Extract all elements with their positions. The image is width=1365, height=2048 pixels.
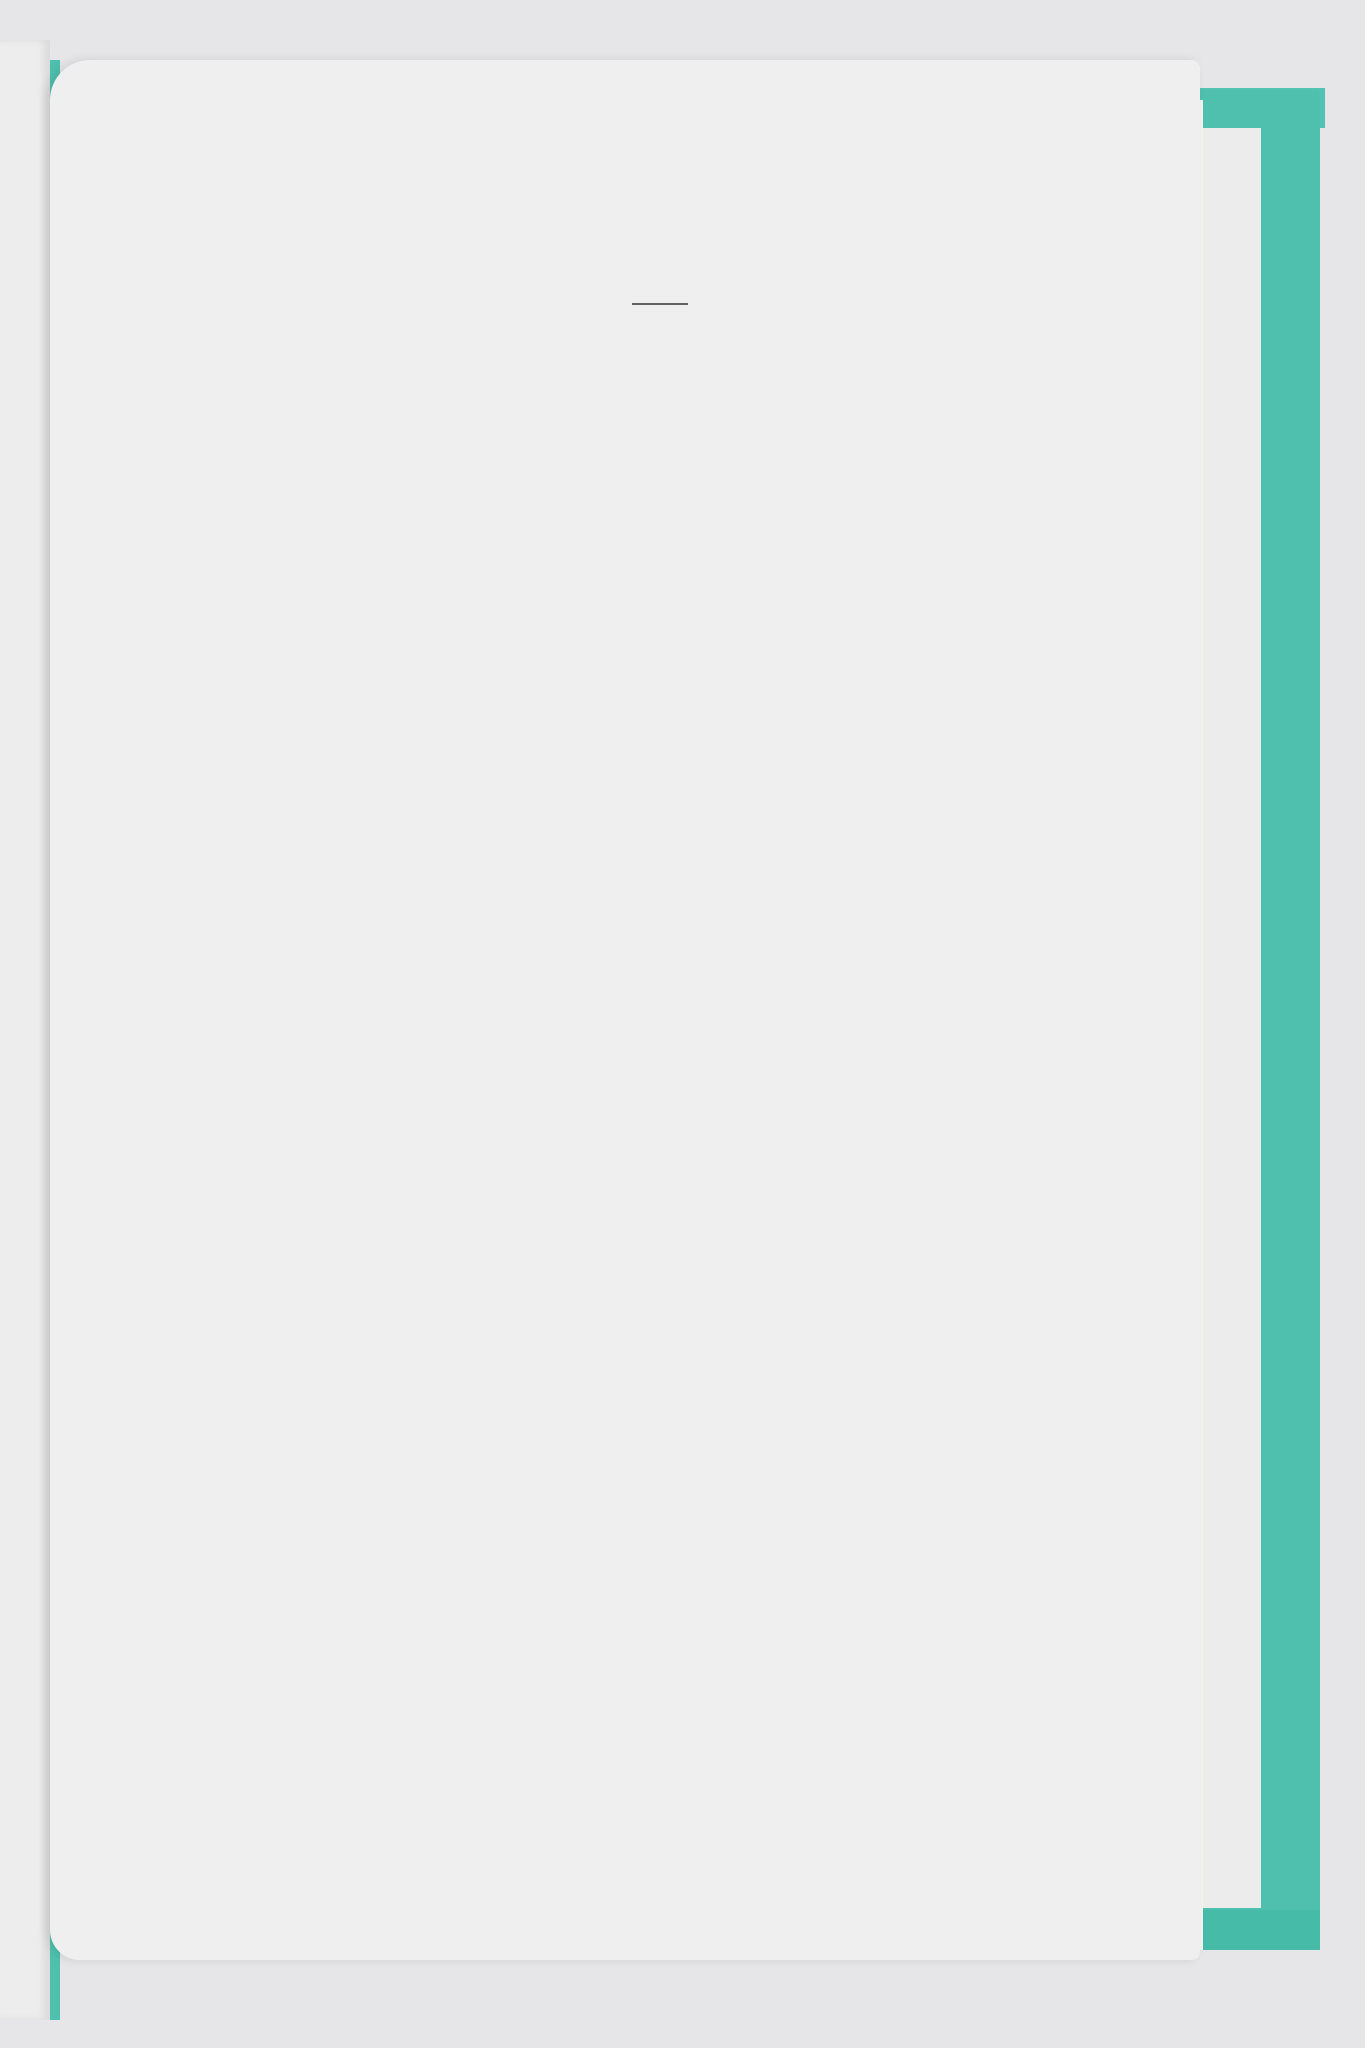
left-page (0, 40, 50, 2020)
running-head (356, 134, 367, 170)
chapter-number (356, 134, 357, 169)
scatter-plot (270, 200, 910, 900)
figure-chart (270, 200, 910, 905)
equation-annotation (270, 200, 688, 304)
